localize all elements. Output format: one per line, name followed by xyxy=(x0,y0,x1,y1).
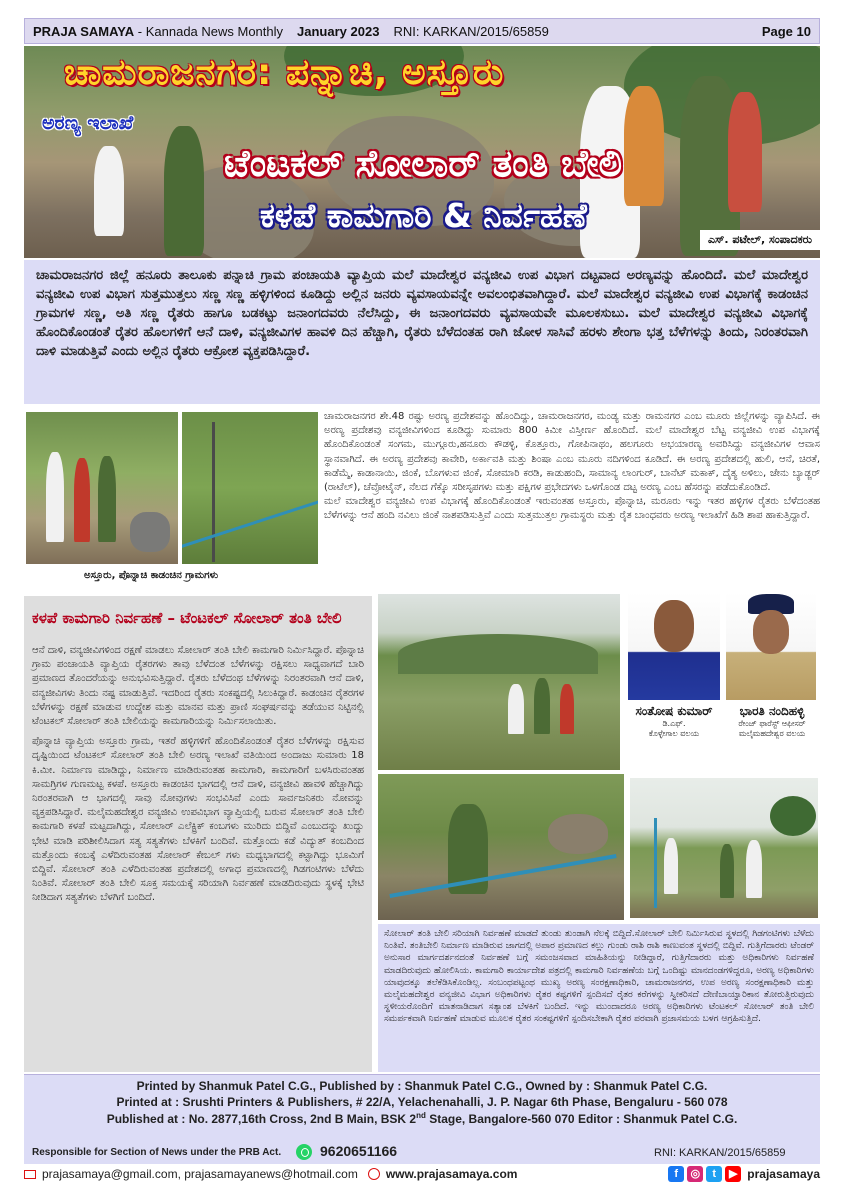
photo-rock xyxy=(130,512,170,552)
header-rni: RNI: KARKAN/2015/65859 xyxy=(393,23,549,39)
photo-hill xyxy=(398,634,598,674)
facebook-icon[interactable]: f xyxy=(668,1166,684,1182)
hero-person xyxy=(624,86,664,206)
imprint-line-published-at xyxy=(24,1111,820,1126)
photo-figure xyxy=(560,684,574,734)
headline: ಚಾಮರಾಜನಗರ: ಪನ್ನಾಚಿ, ಅಸ್ತೂರು xyxy=(64,52,505,93)
imprint-footer xyxy=(24,1074,820,1164)
whatsapp-icon xyxy=(296,1144,312,1160)
photo-caption-box: ಸೋಲಾರ್ ತಂತಿ ಬೇಲಿ ಸರಿಯಾಗಿ ನಿರ್ವಹಣೆ ಮಾಡದೆ ತುಂಡು ತುಂಡಾಗಿ ನೆಲಕ್ಕೆ ಬಿದ್ದಿದೆ.ಸೋಲಾರ್ ಬೇಲಿ ನಿರ್ಮಿಸಿರುವ ಸ್ಥಳದಲ್ಲಿ ಗಿಡಗಂಟಿಗಳು ಬೆಳೆದು ನಿಂತಿವೆ. ತಂತಿಬೇಲಿ ನಿರ್ಮಾಣ ಮಾಡಿರುವ ಜಾಗದಲ್ಲಿ ಅಪಾರ ಪ್ರಮಾಣದ ಕಲ್ಲು ಗುಂಡು ರಾಶಿ ರಾಶಿ ಕಾಣುವಂತ ಸ್ಥಳದಲ್ಲಿ ಬಿದ್ದಿವೆ. ಗುತ್ತಿಗೆದಾರರು ಟೆಂಡರ್ ಅನುಸಾರ ಮಾರ್ಗದರ್ಶನದಂತೆ ನಿರ್ವಹಣೆ ಬಗ್ಗೆ ಸಮಂಜಸವಾದ ಮಾಹಿತಿಯನ್ನು ನೀಡಿದ್ದಾರೆ, ಗುತ್ತಿಗೆದಾರರು ಮತ್ತು ಅಧಿಕಾರಿಗಳು ನಿರ್ವಹಣೆ ಮಾಡದಿರುವುದು ಹೋಲಿಸಿಯ. ಕಾಮಗಾರಿ ಕಾರ್ಯಾದೇಶ ಪತ್ರದಲ್ಲಿ ಕಾಮಗಾರಿ ನಿರ್ವಹಣೆಯ ಬಗ್ಗೆ ಒಂದಿಷ್ಟು ಮಾನದಂಡಗಳಿದ್ದರೂ, ಅರಣ್ಯ ಅಧಿಕಾರಿಗಳು ಯಾವುದಕ್ಕೂ ತಲೆಕೆಡಿಸಿಕೊಂಡಿಲ್ಲ. ಸಂಬಂಧಪಟ್ಟಂಥ ಮುಖ್ಯ ಅರಣ್ಯ ಸಂರಕ್ಷಣಾಧಿಕಾರಿ, ಚಾಮರಾಜನಗರ, ಉಪ ಅರಣ್ಯ ಸಂರಕ್ಷಣಾಧಿಕಾರಿ ಮತ್ತು ಮಲೈಮಹದೇಶ್ವರ ವನ್ಯಜೀವಿ ವಿಭಾಗ ಅಧಿಕಾರಿಗಳು ರೈತರ ಕಷ್ಟಗಳಿಗೆ ಸ್ಪಂದಿಸದೆ ರೈತರ ಕರೆಗಳನ್ನು ಸ್ವೀಕರಿಸದೆ ದೇಣಿಬಾಯ್ವಾರಿಕಾನ ತೋರುತ್ತಿರುವುದು ಸ್ಥಳೀಯರೊಂದಿಗೆ ಮಾತನಾಡಿದಾಗ ಸತ್ಯಾಂಶ ಬೆಳಕಿಗೆ ಬಂದಿದೆ. ಇನ್ನು ಮುಂದಾದರೂ ಅರಣ್ಯ ಅಧಿಕಾರಿಗಳು ಟೆಂಟಕಲ್ ಸೋಲಾರ್ ತಂತಿ ಬೇಲಿ ಸಮರ್ಪಕವಾಗಿ ನಿರ್ವಹಣೆ ಮಾಡುವ ಮೂಲಕ ರೈತರ ಸಂಕಷ್ಟಗಳಿಗೆ ಸ್ಪಂದಿಸಬೇಕಾಗಿ ರೈತರ ಪರವಾಗಿ ಪ್ರಜಾಸಮಯ ಬಳಗ ಆಗ್ರಹಿಸುತ್ತಿದೆ. xyxy=(378,924,820,1072)
photo-tree xyxy=(770,796,816,836)
footer-rni: RNI: KARKAN/2015/65859 xyxy=(654,1147,786,1159)
mail-icon xyxy=(24,1170,36,1179)
fence-pole xyxy=(212,422,215,562)
prb-act-note: Responsible for Section of News under the PRB Act. xyxy=(32,1147,282,1158)
photo-rock xyxy=(548,814,608,854)
photo-villagers xyxy=(26,412,178,564)
website-link[interactable]: www.prajasamaya.com xyxy=(385,1167,518,1181)
photo-figure xyxy=(720,844,734,898)
official-name: ಸಂತೋಷ ಕುಮಾರ್ xyxy=(635,704,713,718)
imprint-line-printed-by: Printed by Shanmuk Patel C.G., Published by : Shanmuk Patel C.G., Owned by : Shanmuk Patel C.G. xyxy=(136,1079,708,1093)
sidebox-paragraph: ಆನೆ ದಾಳಿ, ವನ್ಯಜೀವಿಗಳಿಂದ ರಕ್ಷಣೆ ಮಾಡಲು ಸೋಲಾರ್ ತಂತಿ ಬೇಲಿ ಕಾಮಗಾರಿ ನಿರ್ಮಿಸಿದ್ದಾರೆ. ಪೊನ್ನಾಚಿ ಗ್ರಾಮ ಪಂಚಾಯತಿ ವ್ಯಾಪ್ತಿಯ ರೈತರಗಳು ತಾವು ಬೆಳೆದಂತ ಬೆಳೆಗಳನ್ನು ರಕ್ಷಿಸಲು ಸಾಧ್ಯವಾಗದೆ ಬಾರಿ ಪ್ರಮಾಣದ ತೊಂದರೆಯನ್ನು ಅನುಭವಿಸುತ್ತಿದ್ದಾರೆ. ರೈತರು ಬೆಳೆದಂಥ ಬೆಳೆಗಳನ್ನು ನಿರಂತರವಾಗಿ ಆನೆ ದಾಳಿ, ವನ್ಯಜೀವಿಗಳು ತಿಂದು ನಷ್ಟ ಮಾಡುತ್ತಿವೆ. ಇದರಿಂದ ರೈತರು ಸಂಕಷ್ಟದಲ್ಲಿ ಸಿಲುಕಿದ್ದಾರೆ. ಕಾಡಂಚಿನ ರೈತರಗಳ ಬೆಳೆಗಳನ್ನು ರಕ್ಷಣೆ ಮಾಡುವ ಉದ್ದೇಶ ಮತ್ತು ಮಾನವ ಮತ್ತು ಪ್ರಾಣಿ ಸಂಘರ್ಷವನ್ನು ತಡೆಯುವ ನಿಟ್ಟಿನಲ್ಲಿ ಟೆಂಟಕಲ್ ಸೋಲಾರ್ ತಂತಿ ಬೇಲಿಯನ್ನು ಕಾಮಗಾರಿಯನ್ನು ನಿರ್ಮಿಸಲಾಯಿತು. xyxy=(32,645,364,728)
photo-fence-field xyxy=(182,412,318,564)
phone-number[interactable]: 9620651166 xyxy=(320,1143,398,1159)
photo-figure xyxy=(98,456,116,542)
official-caption-2 xyxy=(722,704,822,739)
photo-figure xyxy=(664,838,678,894)
fence-wire xyxy=(389,854,616,898)
instagram-icon[interactable]: ◎ xyxy=(687,1166,703,1182)
article-paragraph: ಚಾಮರಾಜನಗರ ಶೇ.48 ರಷ್ಟು ಅರಣ್ಯ ಪ್ರದೇಶವನ್ನು ಹೊಂದಿದ್ದು, ಚಾಮರಾಜನಗರ, ಮಂಡ್ಯ ಮತ್ತು ರಾಮನಗರ ಎಂಬ ಮೂರು ಜಿಲ್ಲೆಗಳನ್ನು ವ್ಯಾಪಿಸಿದೆ. ಈ ಅರಣ್ಯ ಪ್ರದೇಶವು ವನ್ಯಜೀವಿಗಳಿಂದ ಕೂಡಿದ್ದು ಸುಮಾರು 800 ಕಿಮೀ ವಿಸ್ತೀರ್ಣ ಹೊಂದಿದೆ. ಮಲೆ ಮಾದೇಶ್ವರ ಬೆಟ್ಟ ವನ್ಯಜೀವಿ ಉಪ ವಿಭಾಗಕ್ಕೆ ಹೊಂದಿಕೊಂಡಂತೆ ಸಂಗಮ, ಮುಗ್ಗೂರು,ಹನೂರು ಕೌಡಳ್ಳಿ, ಕೊತ್ತೂರು, ಗೋಪಿನಾಥಂ, ಹಲಗೂರು ಅಭಯಾರಣ್ಯ ಅವರಿಸಿದ್ದು ವನ್ಯಜೀವಿಗಳ ಆವಾಸ ಸ್ಥಾನವಾಗಿದೆ. ಈ ಅರಣ್ಯ ಪ್ರದೇಶವು ಕಾವೇರಿ, ಅರ್ಕಾವತಿ ಮತ್ತು ಶಿಂಷಾ ಎಂಬ ಮೂರು ನದಿಗಳಿಂದ ಕೂಡಿದೆ. ಈ ಅರಣ್ಯ ಪ್ರದೇಶದಲ್ಲಿ ಹುಲಿ, ಆನೆ, ಚಿರತೆ, ಕಾಡೆಮ್ಮೆ, ಕಾಡಾನಾಯಿ, ಜಿಂಕೆ, ಬೊಗಳುವ ಜಿಂಕೆ, ಸೋಮಾರಿ ಕರಡಿ, ಕಾಡುಹಂದಿ, ಸಾಮಾನ್ಯ ಲಾಂಗುರ್, ಬಾನೆಟ್ ಮಕಾಕ್, ದೈತ್ಯ ಅಳಿಲು, ಜೇನು ಬ್ಯಾಡ್ಜರ್ (ರಾಟೆಲ್), ಚೆವ್ರೋಟೈನ್, ನೆಲದ ಗೆಕ್ಕೊ ಸರೀಸೃಪಗಳು ಮತ್ತು ಪಕ್ಷಿಗಳ ಪ್ರಭೇದಗಳು ಒಳಗೊಂಡ ದಟ್ಟ ಅರಣ್ಯ ಎಂಬ ಹೆಸರನ್ನು ಪಡೆದುಕೊಂಡಿದೆ. xyxy=(324,411,820,494)
photo-broken-cable xyxy=(378,774,624,920)
published-at-sup: nd xyxy=(416,1111,426,1120)
photo-hill-fence xyxy=(378,594,620,770)
photo-figure xyxy=(534,678,550,734)
article-top xyxy=(324,410,820,580)
social-handle[interactable]: prajasamaya xyxy=(747,1167,820,1181)
department-label: ಅರಣ್ಯ ಇಲಾಖೆ xyxy=(42,112,134,134)
hero-person xyxy=(164,126,204,256)
email-addresses[interactable]: prajasamaya@gmail.com, prajasamayanews@hotmail.com xyxy=(42,1167,358,1181)
sidebox-paragraph: ಪೊನ್ನಾಚಿ ವ್ಯಾಪ್ತಿಯ ಅಸ್ತೂರು ಗ್ರಾಮ, ಇತರೆ ಹಳ್ಳಿಗಳಿಗೆ ಹೊಂದಿಕೊಂಡಂತೆ ರೈತರ ಬೆಳೆಗಳನ್ನು ರಕ್ಷಿಸುವ ದೃಷ್ಟಿಯಿಂದ ಟೆಂಟಕಲ್ ಸೋಲಾರ್ ತಂತಿ ಬೇಲಿ ಅರಣ್ಯ ಇಲಾಖೆ ವತಿಯಿಂದ ಅಂದಾಜು ಸುಮಾರು 18 ಕಿ.ಮೀ. ನಿರ್ಮಾಣ ಮಾಡಿದ್ದು, ನಿರ್ಮಾಣ ಮಾಡಿರುವಂತಹ ಕಾಮಗಾರಿ, ಕಾಮಗಾರಿಗೆ ಬಳಸಿರುವಂತಹ ಸಾಮಗ್ರಿಗಳ ಗುಣಮಟ್ಟ ಕಳಪೆ. ಅಸ್ತೂರು ಕಾಡಂಚಿನ ಭಾಗದಲ್ಲಿ ಆನೆ ದಾಳಿ, ವನ್ಯಜೀವಿ ಹಾವಳಿ ಹೆಚ್ಚಾಗಿದ್ದು ನಿರಂತರವಾಗಿ ಆ ಭಾಗದಲ್ಲಿ ಸಾವು ನೋವುಗಳು ಸಂಭವಿಸಿವೆ ಎಂದು ಸಾರ್ವಜನಿಕರು ನೋವನ್ನು ವ್ಯಕ್ತಪಡಿಸಿದ್ದಾರೆ. ಮಲೈಮಹದೇಶ್ವರ ವನ್ಯಜೀವಿ ಉಪವಿಭಾಗ ವ್ಯಾಪ್ತಿಯಲ್ಲಿ ಬರುವ ಸೋಲಾರ್ ತಂತಿ ಬೇಲಿ ಕಾಮಗಾರಿ ಕಳಪೆ ಮಟ್ಟದಾಗಿದ್ದು, ಸೋಲಾರ್ ಎಲೆಕ್ಟ್ರಿಕ್ ಕಂಬಗಳು ಮುರಿದು ಬಿದ್ದಿವೆ ಎಂಬುದನ್ನು ಖುದ್ದು ಭೇಟಿ ಮಾಡಿ ಪರಿಶೀಲಿಸಿದಾಗ ಸತ್ಯ ಸತ್ಯತೆಗಳು ಬೆಳಕಿಗೆ ಬಂದಿವೆ. ಮತ್ತೊಂದು ಕಡೆ ವಿದ್ಯುತ್ ಕಂಬದಿಂದ ಮತ್ತೊಂದು ಕಂಬಕ್ಕೆ ಎಳೆದಿರುವಂತಹ ಸೋಲಾರ್ ಕೇಬಲ್ ಗಳು ಮಧ್ಯಭಾಗದಲ್ಲಿ ಕಟ್ಟಾಗಿದ್ದು ಭೂಮಿಗೆ ಬಿದ್ದಿವೆ. ಸೋಲಾರ್ ತಂತಿ ಎಳೆದಿರುವಂತಹ ಪ್ರದೇಶದಲ್ಲಿ ಅಗಾಧ ಪ್ರಮಾಣದಲ್ಲಿ ಗಿಡಗಂಟಿಗಳು ಬೆಳೆದು ನಿಂತಿವೆ. ಸೋಲಾರ್ ತಂತಿ ಬೇಲಿ ಸೂಕ್ತ ಸಮಯಕ್ಕೆ ಸರಿಯಾಗಿ ನಿರ್ವಹಣೆ ಮಾಡದಿರುವುದು ಸ್ಥಳಕ್ಕೆ ಭೇಟಿ ನೀಡಿದಾಗ ಸತ್ಯತೆಗಳು ಬೆಳಗಿಗೆ ಬಂದಿದೆ. xyxy=(32,736,364,904)
byline: ಎಸ್. ಪಟೇಲ್, ಸಂಪಾದಕರು xyxy=(700,230,820,250)
photo-fence-post xyxy=(630,778,818,918)
portrait-official-1 xyxy=(628,592,720,700)
official-caption-1 xyxy=(624,704,724,739)
portrait-face xyxy=(753,610,789,654)
page-number: Page 10 xyxy=(761,23,811,39)
masthead-bar xyxy=(24,18,820,44)
official-role: ಮಲೈಮಹದೇಶ್ವರ ವಲಯ xyxy=(738,729,806,738)
published-at-suffix: Stage, Bangalore-560 070 Editor : Shanmuk Patel C.G. xyxy=(425,1112,738,1126)
photo-figure xyxy=(746,840,762,898)
social-links xyxy=(665,1166,820,1182)
subheadline-fence: ಟೆಂಟಕಲ್ ಸೋಲಾರ್ ತಂತಿ ಬೇಲಿ xyxy=(224,142,623,185)
article-paragraph: ಮಲೆ ಮಾದೇಶ್ವರ ವನ್ಯಜೀವಿ ಉಪ ವಿಭಾಗಕ್ಕೆ ಹೊಂದಿಕೊಂಡಂತೆ ಇರುವಂತಹ ಅಸ್ತೂರು, ಪೊನ್ನಾಚಿ, ಮರೂರು ಇನ್ನು ಇತರ ಹಳ್ಳಿಗಳ ರೈತರು ಬೆಳೆದಂತಹ ಬೆಳೆಗಳನ್ನು ಆನೆ ಹಂದಿ ನವಿಲು ಜಿಂಕೆ ನಾಶಪಡಿಸುತ್ತಿವೆ ಎಂದು ಸುತ್ತಮುತ್ತಲ ಗ್ರಾಮಸ್ಥರು ಮತ್ತು ರೈತ ಬಾಂಧವರು ಅರಣ್ಯ ಇಲಾಖೆಗೆ ಹಿಡಿ ಶಾಪ ಹಾಕುತ್ತಿದ್ದಾರೆ. xyxy=(324,496,820,522)
imprint-line-printed-at: Printed at : Srushti Printers & Publishers, # 22/A, Yelachenahalli, J. P. Nagar 6th Phase, Bengaluru - 560 078 xyxy=(116,1095,728,1109)
hero-person xyxy=(94,146,124,236)
publication-name: PRAJA SAMAYA xyxy=(33,23,135,39)
official-name: ಭಾರತಿ ನಂದಿಹಳ್ಳಿ xyxy=(739,704,805,718)
fence-wire xyxy=(182,497,318,549)
contact-bar xyxy=(24,1164,820,1184)
subheadline-works: ಕಳಪೆ ಕಾಮಗಾರಿ & ನಿರ್ವಹಣೆ xyxy=(260,196,587,235)
sidebox-maintenance xyxy=(24,596,372,1072)
lead-paragraph: ಚಾಮರಾಜನಗರ ಜಿಲ್ಲೆ ಹನೂರು ತಾಲೂಕು ಪನ್ನಾಚಿ ಗ್ರಾಮ ಪಂಚಾಯತಿ ವ್ಯಾಪ್ತಿಯ ಮಲೆ ಮಾದೇಶ್ವರ ವನ್ಯಜೀವಿ ಉಪ ವಿಭಾಗ ದಟ್ಟವಾದ ಅರಣ್ಯವನ್ನು ಹೊಂದಿದೆ. ಮಲೆ ಮಾದೇಶ್ವರ ವನ್ಯಜೀವಿ ಉಪ ವಿಭಾಗ ಸುತ್ತಮುತ್ತಲು ಸಣ್ಣ ಸಣ್ಣ ಹಳ್ಳಿಗಳಿಂದ ಕೂಡಿದ್ದು ಅಲ್ಲಿನ ಜನರು ವ್ಯವಸಾಯವನ್ನೇ ಅವಲಂಭಿತವಾಗಿದ್ದಾರೆ. ಮಲೆ ಮಾದೇಶ್ವರ ವನ್ಯಜೀವಿ ಉಪ ವಿಭಾಗಕ್ಕೆ ಕಾಡಂಚಿನ ಗ್ರಾಮಗಳ ಸಣ್ಣ, ಅತಿ ಸಣ್ಣ ರೈತರು ಹಾಗೂ ಬಡಕಟ್ಟು ಜನಾಂಗದವರು ನೆಲೆಸಿದ್ದು, ಈ ಜನಾಂಗದವರು ವ್ಯವಸಾಯವೇ ಮೂಲಕಸುಬು. ಮಲೆ ಮಾದೇಶ್ವರ ವನ್ಯಜೀವಿ ವಿಭಾಗಕ್ಕೆ ಹೊಂದಿಕೊಂಡಂತೆ ರೈತರ ಹೊಲಗಳಿಗೆ ಆನೆ ದಾಳಿ, ವನ್ಯಜೀವಿಗಳ ಹಾವಳಿ ದಿನ ಹೆಚ್ಚಾಗಿ, ರೈತರು ಬೆಳೆದಂತಹ ರಾಗಿ ಜೋಳ ಸಾಸಿವೆ ಹರಳು ಶೇಂಗಾ ಭತ್ತ ಬೆಳೆಗಳನ್ನು ತಿಂದು, ನಿರಂತರವಾಗಿ ದಾಳಿ ಮಾಡುತ್ತಿವೆ ಎಂದು ಅಲ್ಲಿನ ರೈತರು ಆಕ್ರೋಶ ವ್ಯಕ್ತಪಡಿಸಿದ್ದಾರೆ. xyxy=(24,260,820,404)
hero-person xyxy=(728,92,762,212)
official-role: ಕೊಳ್ಳೇಗಾಲ ವಲಯ xyxy=(648,729,700,738)
fence-pole xyxy=(654,818,657,908)
portrait-official-2 xyxy=(726,592,816,700)
photo-figure xyxy=(46,452,64,542)
villages-caption: ಅಸ್ತೂರು, ಪೊನ್ನಾಚಿ ಕಾಡಂಚಿನ ಗ್ರಾಮಗಳು xyxy=(84,570,219,581)
sidebox-heading: ಕಳಪೆ ಕಾಮಗಾರಿ ನಿರ್ವಹಣೆ – ಟೆಂಟಕಲ್ ಸೋಲಾರ್ ತಂತಿ ಬೇಲಿ xyxy=(32,609,342,627)
twitter-icon[interactable]: t xyxy=(706,1166,722,1182)
hero-banner xyxy=(24,46,820,258)
issue-date: January 2023 xyxy=(297,23,380,39)
published-at-text: Published at : No. 2877,16th Cross, 2nd B Main, BSK 2 xyxy=(106,1112,417,1126)
globe-icon xyxy=(368,1168,380,1180)
publication-tagline: - Kannada News Monthly xyxy=(137,23,284,39)
photo-figure xyxy=(508,684,524,734)
portrait-face xyxy=(654,600,694,652)
official-role: ರೇಂಜ್ ಫಾರೆಸ್ಟ್ ಆಫೀಸರ್ xyxy=(738,719,806,728)
youtube-icon[interactable]: ▶ xyxy=(725,1166,741,1182)
photo-figure xyxy=(74,458,90,542)
official-role: ಡಿ.ಎಫ್. xyxy=(662,719,686,728)
